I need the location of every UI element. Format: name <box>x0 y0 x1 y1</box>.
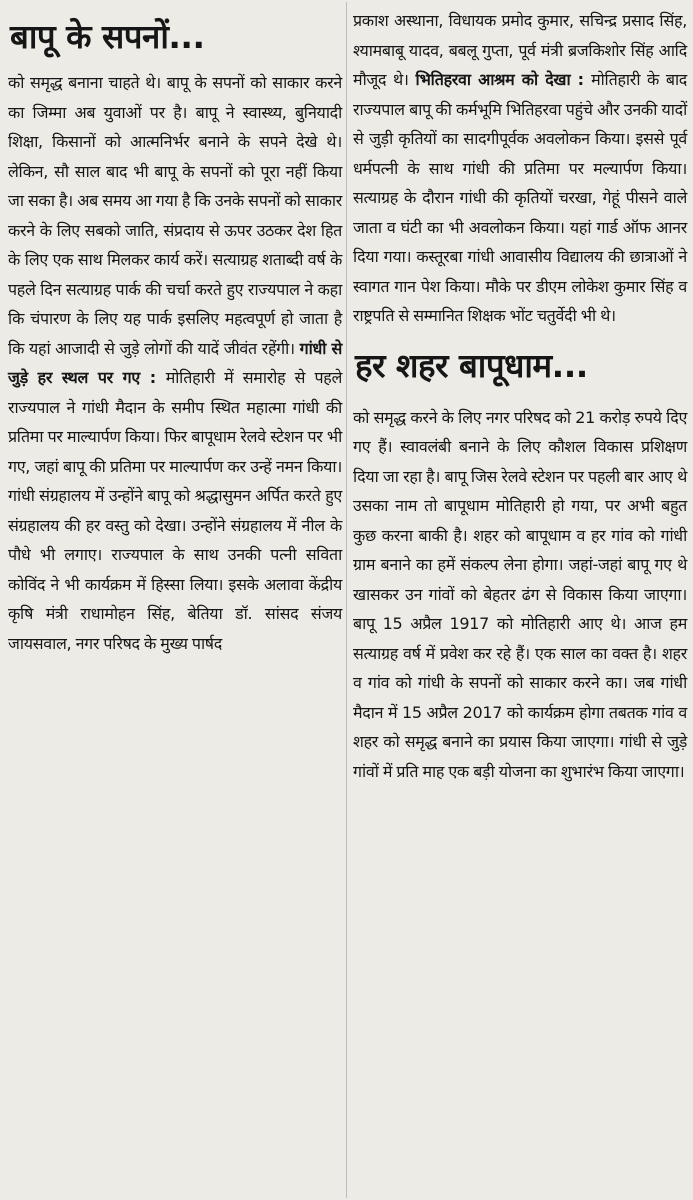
right-paragraph-3: को समृद्ध करने के लिए नगर परिषद को 21 करोड़ रुपये दिए गए हैं। स्वावलंबी बनाने के लिए कौशल विकास प्रशिक्षण दिया जा रहा है। बापू जिस रेलवे स्टेशन पर पहली बार आए थे उसका नाम तो बापूधाम मोतिहारी हो गया, पर अभी बहुत कुछ करना बाकी है। शहर को बापूधाम व हर गांव को गांधी ग्राम बनाने का हमें संकल्प लेना होगा। जहां-जहां बापू गए थे खासकर उन गांवों को बेहतर ढंग से विकास किया जाएगा। बापू 15 अप्रैल 1917 को मोतिहारी आए थे। आज हम सत्याग्रह वर्ष में प्रवेश कर रहे हैं। एक साल का वक्त है। शहर व गांव को गांधी के सपनों को साकार करने का। जब गांधी मैदान में 15 अप्रैल 2017 को कार्यक्रम होगा तबतक गांव व शहर को समृद्ध बनाने का प्रयास किया जाएगा। गांधी से जुड़े गांवों में प्रति माह एक बड़ी योजना का शुभारंभ किया जाएगा। <box>353 407 687 781</box>
right-body-bottom <box>353 403 687 787</box>
right-body-top <box>353 6 687 331</box>
headline-har-shahar-bapudham: हर शहर बापूधाम... <box>355 345 588 385</box>
left-subhead-gandhi-sthal: गांधी से जुड़े हर स्थल पर गए : <box>8 338 342 387</box>
left-body <box>8 68 342 658</box>
left-paragraph-1: को समृद्ध बनाना चाहते थे। बापू के सपनों को साकार करने का जिम्मा अब युवाओं पर है। बापू ने स्वास्थ्य, बुनियादी शिक्षा, किसानों को आत्मनिर्भर बनाने के सपने देखे थे। लेकिन, सौ साल बाद भी बापू के सपनों को पूरा नहीं किया जा सका है। अब समय आ गया है कि उनके सपनों को साकार करने के लिए सबको जाति, संप्रदाय से ऊपर उठकर देश हित के लिए एक साथ मिलकर कार्य करें। सत्याग्रह शताब्दी वर्ष के पहले दिन सत्याग्रह पार्क की चर्चा करते हुए राज्यपाल ने कहा कि चंपारण के लिए यह पार्क इसलिए महत्वपूर्ण हो जाता है कि यहां आजादी से जुड़े लोगों की यादें जीवंत रहेंगी। <box>8 73 342 358</box>
right-subhead-bhitiharwa: भितिहरवा आश्रम को देखा : <box>415 70 592 89</box>
right-paragraph-2: मोतिहारी के बाद राज्यपाल बापू की कर्मभूमि भितिहरवा पहुंचे और उनकी यादों से जुड़ी कृतियों का सादगीपूर्वक अवलोकन किया। इससे पूर्व धर्मपत्नी के साथ गांधी की प्रतिमा पर मल्यार्पण किया। सत्याग्रह के दौरान गांधी की कृतियों चरखा, गेहूं पीसने वाले जाता व घंटी का भी अवलोकन किया। यहां गार्ड ऑफ आनर दिया गया। कस्तूरबा गांधी आवासीय विद्यालय की छात्राओं ने स्वागत गान पेश किया। मौके पर डीएम लोकेश कुमार सिंह व राष्ट्रपति से सम्मानित शिक्षक भोंट चतुर्वेदी भी थे। <box>353 70 687 325</box>
left-paragraph-2: मोतिहारी में समारोह से पहले राज्यपाल ने गांधी मैदान के समीप स्थित महात्मा गांधी की प्रतिमा पर माल्यार्पण किया। फिर बापूधाम रेलवे स्टेशन पर भी गए, जहां बापू की प्रतिमा पर माल्यार्पण कर उन्हें नमन किया। गांधी संग्रहालय में उन्होंने बापू को श्रद्धासुमन अर्पित करते हुए संग्रहालय की हर वस्तु को देखा। उन्होंने संग्रहालय में नील के पौधे भी लगाए। राज्यपाल के साथ उनकी पत्नी सविता कोविंद ने भी कार्यक्रम में हिस्सा लिया। इसके अलावा केंद्रीय कृषि मंत्री राधामोहन सिंह, बेतिया डॉ. सांसद संजय जायसवाल, नगर परिषद के मुख्य पार्षद <box>8 368 343 653</box>
column-divider <box>346 2 347 1198</box>
left-column <box>8 0 342 658</box>
right-paragraph-1: प्रकाश अस्थाना, विधायक प्रमोद कुमार, सचिन्द्र प्रसाद सिंह, श्यामबाबू यादव, बबलू गुप्ता, पूर्व मंत्री ब्रजकिशोर सिंह आदि मौजूद थे। <box>353 11 687 89</box>
right-column <box>353 0 687 786</box>
headline-bapu-ke-sapnon: बापू के सपनों... <box>10 17 205 56</box>
